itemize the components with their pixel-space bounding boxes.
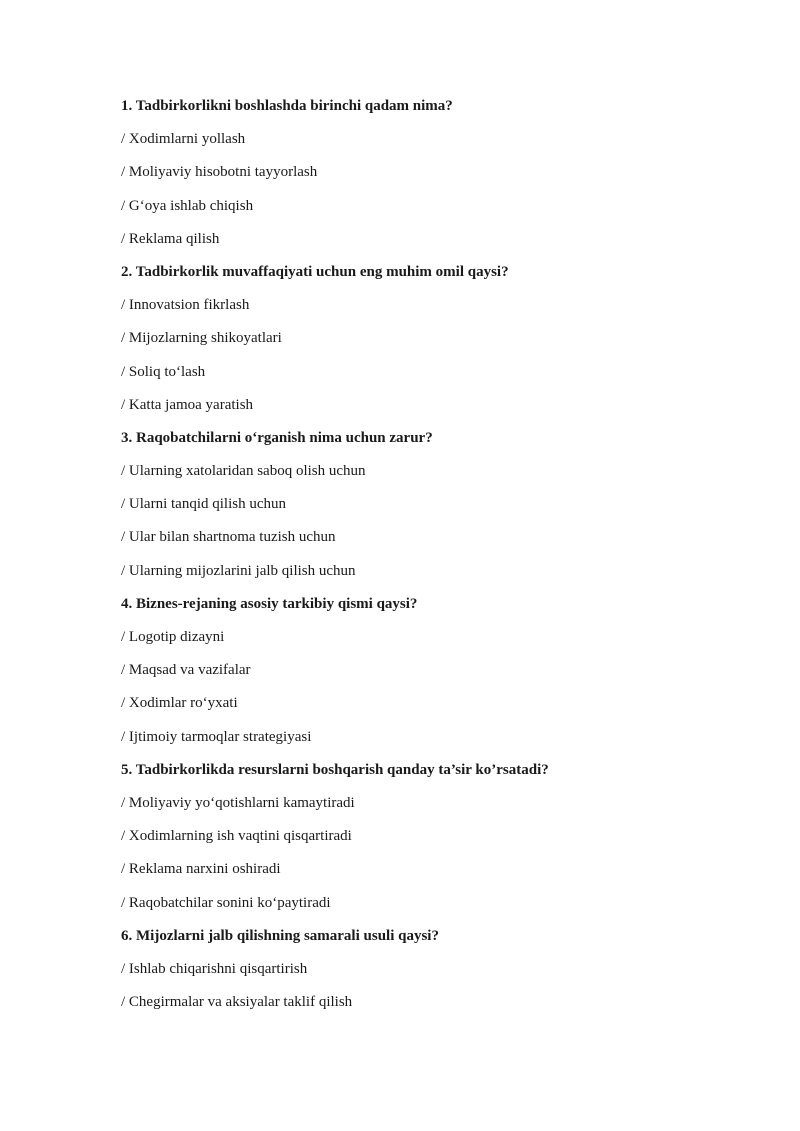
question-4-option-3: / Xodimlar ro‘yxati [121,695,238,712]
question-6-text: 6. Mijozlarni jalb qilishning samarali usuli qaysi? [121,927,439,944]
question-4-text: 4. Biznes-rejaning asosiy tarkibiy qismi qaysi? [121,595,418,612]
question-6-option-1: / Ishlab chiqarishni qisqartirish [121,960,308,977]
question-2-option-4: / Katta jamoa yaratish [121,396,254,413]
question-4-option-2: / Maqsad va vazifalar [121,662,251,679]
question-2-option-2: / Mijozlarning shikoyatlari [121,330,282,347]
question-2-option-3: / Soliq to‘lash [121,363,206,380]
question-1-option-1: / Xodimlarni yollash [121,131,246,148]
question-3-option-2: / Ularni tanqid qilish uchun [121,496,286,513]
question-1-text: 1. Tadbirkorlikni boshlashda birinchi qadam nima? [121,98,453,114]
question-5-option-1: / Moliyaviy yo‘qotishlarni kamaytiradi [121,794,355,811]
document-page [121,90,761,1019]
question-6-option-2: / Chegirmalar va aksiyalar taklif qilish [121,994,353,1011]
question-3-option-4: / Ularning mijozlarini jalb qilish uchun [121,562,356,579]
question-4-option-4: / Ijtimoiy tarmoqlar strategiyasi [121,728,312,745]
question-5-option-4: / Raqobatchilar sonini ko‘paytiradi [121,894,331,911]
question-1-option-3: / G‘oya ishlab chiqish [121,197,254,214]
question-3-option-1: / Ularning xatolaridan saboq olish uchun [121,463,366,480]
question-1-option-4: / Reklama qilish [121,230,220,247]
question-2-text: 2. Tadbirkorlik muvaffaqiyati uchun eng muhim omil qaysi? [121,263,509,280]
question-2-option-1: / Innovatsion fikrlash [121,297,250,314]
question-5-text: 5. Tadbirkorlikda resurslarni boshqarish qanday ta’sir ko’rsatadi? [121,761,549,778]
question-1-option-2: / Moliyaviy hisobotni tayyorlash [121,164,318,181]
question-3-text: 3. Raqobatchilarni o‘rganish nima uchun zarur? [121,429,433,446]
question-4-option-1: / Logotip dizayni [121,629,225,645]
question-3-option-3: / Ular bilan shartnoma tuzish uchun [121,529,336,546]
question-5-option-3: / Reklama narxini oshiradi [121,861,281,878]
question-5-option-2: / Xodimlarning ish vaqtini qisqartiradi [121,828,352,845]
